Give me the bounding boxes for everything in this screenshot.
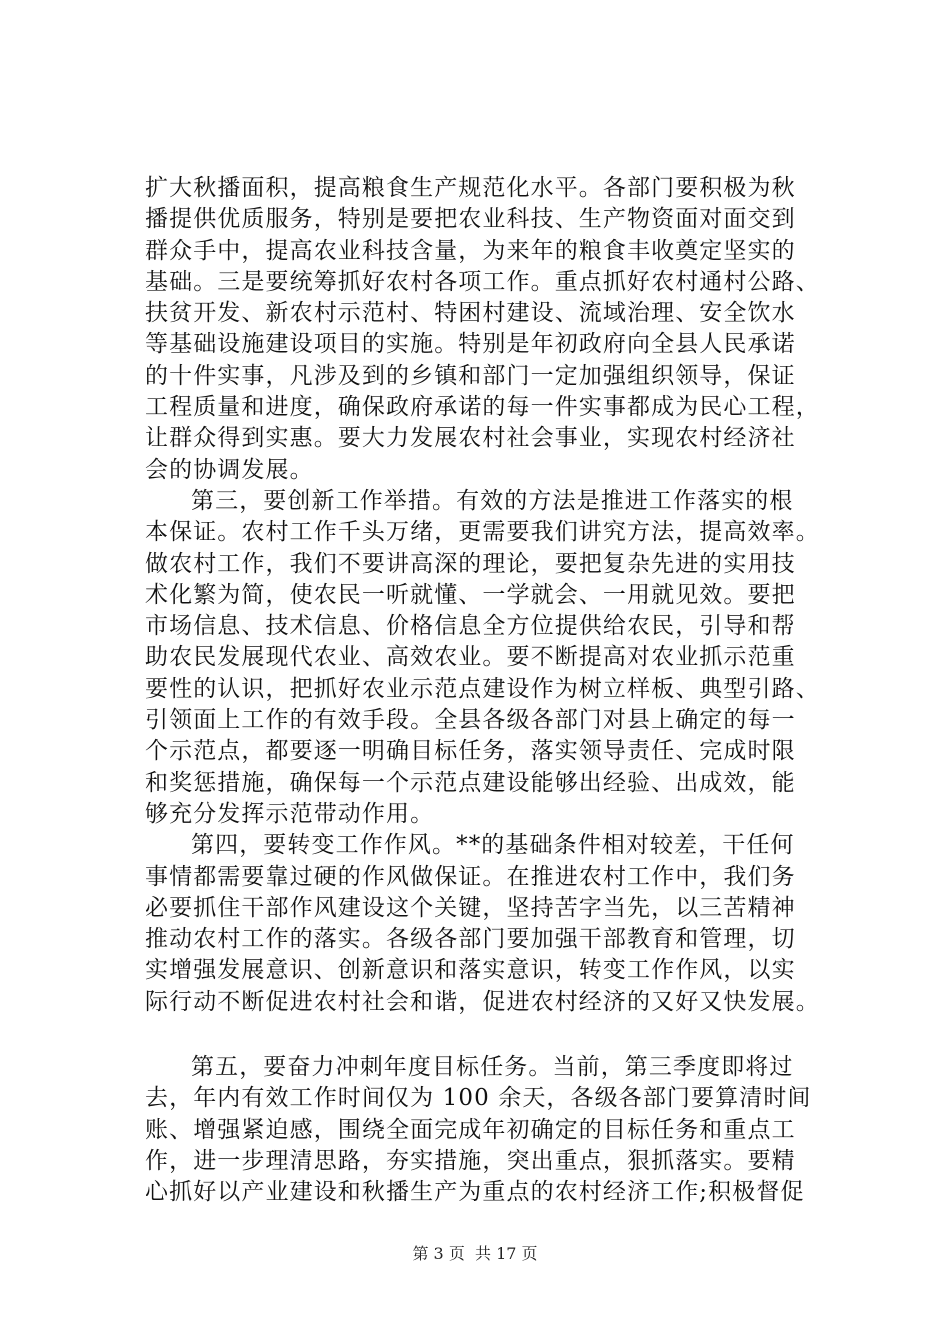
text-line: 群众手中，提高农业科技含量，为来年的粮食丰收奠定坚实的: [145, 237, 796, 264]
text-line: 推动农村工作的落实。各级各部门要加强干部教育和管理，切: [145, 926, 796, 953]
text-line: 事情都需要靠过硬的作风做保证。在推进农村工作中，我们务: [145, 863, 796, 890]
text-line: 账、增强紧迫感，围绕全面完成年初确定的目标任务和重点工: [145, 1116, 796, 1143]
text-line: 心抓好以产业建设和秋播生产为重点的农村经济工作;积极督促: [145, 1179, 805, 1206]
text-line: 实增强发展意识、创新意识和落实意识，转变工作作风，以实: [145, 957, 796, 984]
page-footer: [0, 1244, 950, 1264]
text-line: 个示范点，都要逐一明确目标任务，落实领导责任、完成时限: [145, 738, 796, 765]
text-line: 扩大秋播面积，提高粮食生产规范化水平。各部门要积极为秋: [145, 175, 796, 201]
text-line: 和奖惩措施，确保每一个示范点建设能够出经验、出成效，能: [145, 769, 796, 796]
paragraph-start-line: 第三，要创新工作举措。有效的方法是推进工作落实的根: [191, 487, 794, 514]
text-line: 让群众得到实惠。要大力发展农村社会事业，实现农村经济社: [145, 425, 796, 452]
text-line: 要性的认识，把抓好农业示范点建设作为树立样板、典型引路、: [145, 675, 820, 702]
text-line: 引领面上工作的有效手段。全县各级各部门对县上确定的每一: [145, 707, 796, 734]
text-line: 做农村工作，我们不要讲高深的理论，要把复杂先进的实用技: [145, 550, 796, 577]
text-line: 够充分发挥示范带动作用。: [145, 800, 435, 827]
page-number-label: 第 3 页 共 17 页: [412, 1244, 538, 1263]
text-line: 去，年内有效工作时间仅为 100 余天，各级各部门要算清时间: [145, 1085, 812, 1112]
text-line: 扶贫开发、新农村示范村、特困村建设、流域治理、安全饮水: [145, 300, 796, 327]
document-body: [145, 173, 865, 1209]
text-line: 助农民发展现代农业、高效农业。要不断提高对农业抓示范重: [145, 644, 796, 671]
text-line: 必要抓住干部作风建设这个关键，坚持苦字当先，以三苦精神: [145, 894, 796, 921]
text-line: 际行动不断促进农村社会和谐，促进农村经济的又好又快发展。: [145, 988, 820, 1015]
text-line: 等基础设施建设项目的实施。特别是年初政府向全县人民承诺: [145, 331, 796, 358]
text-line: 基础。三是要统筹抓好农村各项工作。重点抓好农村通村公路、: [145, 268, 820, 295]
text-line: 工程质量和进度，确保政府承诺的每一件实事都成为民心工程，: [145, 394, 820, 421]
text-line: 作，进一步理清思路，夯实措施，突出重点，狠抓落实。要精: [145, 1147, 796, 1174]
text-line: 会的协调发展。: [145, 456, 314, 483]
text-line: 术化繁为简，使农民一听就懂、一学就会、一用就见效。要把: [145, 581, 796, 608]
paragraph-start-line: 第四，要转变工作作风。**的基础条件相对较差，干任何: [191, 832, 795, 859]
paragraph-start-line: 第五，要奋力冲刺年度目标任务。当前，第三季度即将过: [191, 1054, 794, 1081]
text-line: 的十件实事，凡涉及到的乡镇和部门一定加强组织领导，保证: [145, 362, 796, 389]
text-line: 播提供优质服务，特别是要把农业科技、生产物资面对面交到: [145, 206, 796, 233]
text-line: 本保证。农村工作千头万绪，更需要我们讲究方法，提高效率。: [145, 519, 820, 546]
text-line: 市场信息、技术信息、价格信息全方位提供给农民，引导和帮: [145, 613, 796, 640]
